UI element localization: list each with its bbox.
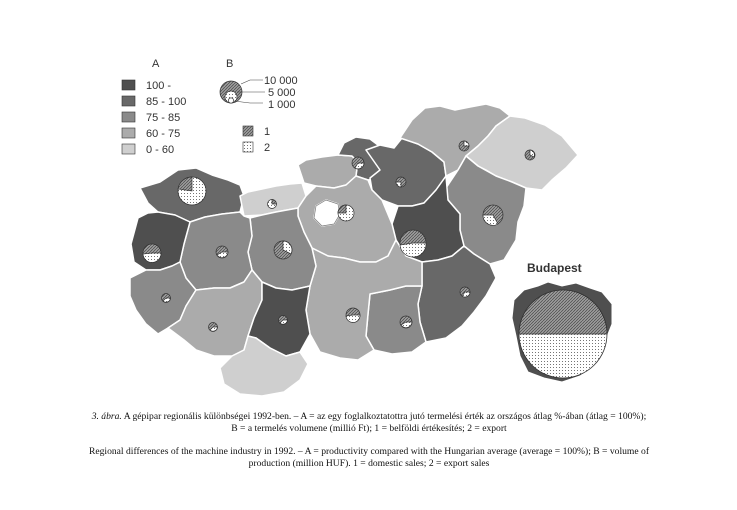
caption-hungarian [44,411,694,435]
legend-a-title: A [152,58,160,70]
legend-a-swatch-4 [122,128,135,138]
size-circle-small [228,98,233,103]
legend-a-label-3: 75 - 85 [146,112,181,124]
pie-komarom-esztergom [268,200,277,209]
caption-hu-line-2: B = a termelés volumene (millió Ft); 1 = belföldi értékesítés; 2 = export [231,423,507,434]
legend-a-label-5: 0 - 60 [146,144,175,156]
legend-b-title: B [226,58,234,70]
legend-a [122,80,186,156]
caption-hu-line-1: A gépipar regionális különbségei 1992-ben. – A = az egy foglalkoztatottra jutó termelési érték az országos átlag %-ában (átlag = 100%); [123,411,647,422]
legend-b-sizes [220,75,298,111]
legend-b-patterns [243,126,270,154]
pie-bacs-kiskun [346,308,360,323]
county-csongrad [366,286,426,354]
pie-fejer [274,241,292,259]
pie-veszprem [216,246,228,258]
size-label-10000: 10 000 [264,75,298,87]
caption-figure-number: 3. ábra. [91,411,122,422]
county-map [130,104,578,396]
county-bekes [418,246,496,342]
legend-a-label-4: 60 - 75 [146,128,181,140]
pie-vas [143,244,161,263]
legend-a-swatch-1 [122,80,135,90]
pie-gyor-moson-sopron [178,177,206,205]
pattern-label-1: 1 [264,126,271,138]
pie-borsod [459,141,469,151]
caption-en-line-2: production (million HUF). 1 = domestic sales; 2 = export sales [248,458,490,469]
pie-hajdu-bihar [483,205,503,225]
pie-csongrad [400,316,412,328]
pie-heves [396,177,406,187]
pie-somogy [209,323,218,332]
legend-a-swatch-5 [122,144,135,154]
pie-zala [162,294,171,303]
legend-a-swatch-2 [122,96,135,106]
legend-a-label-2: 85 - 100 [146,96,187,108]
pie-tolna [279,316,288,325]
size-label-1000: 1 000 [268,99,296,111]
pie-szabolcs [525,150,535,160]
pie-pest [338,205,354,221]
pie-bekes [460,287,470,297]
pattern-label-2: 2 [264,142,271,154]
budapest-inset-label: Budapest [527,261,582,275]
pie-nograd [352,157,364,169]
domestic-sales-swatch [243,126,253,136]
size-label-5000: 5 000 [268,87,296,99]
legend-a-swatch-3 [122,112,135,122]
pie-jasz-nagykun-szolnok [400,230,426,257]
legend-a-label-1: 100 - [146,80,172,92]
caption-en-line-1: Regional differences of the machine industry in 1992. – A = productivity compared with the Hungarian average (average = 100%); B = volume of [88,446,650,457]
caption-english [44,446,694,470]
export-sales-swatch [243,142,253,152]
budapest-inset [512,282,612,382]
